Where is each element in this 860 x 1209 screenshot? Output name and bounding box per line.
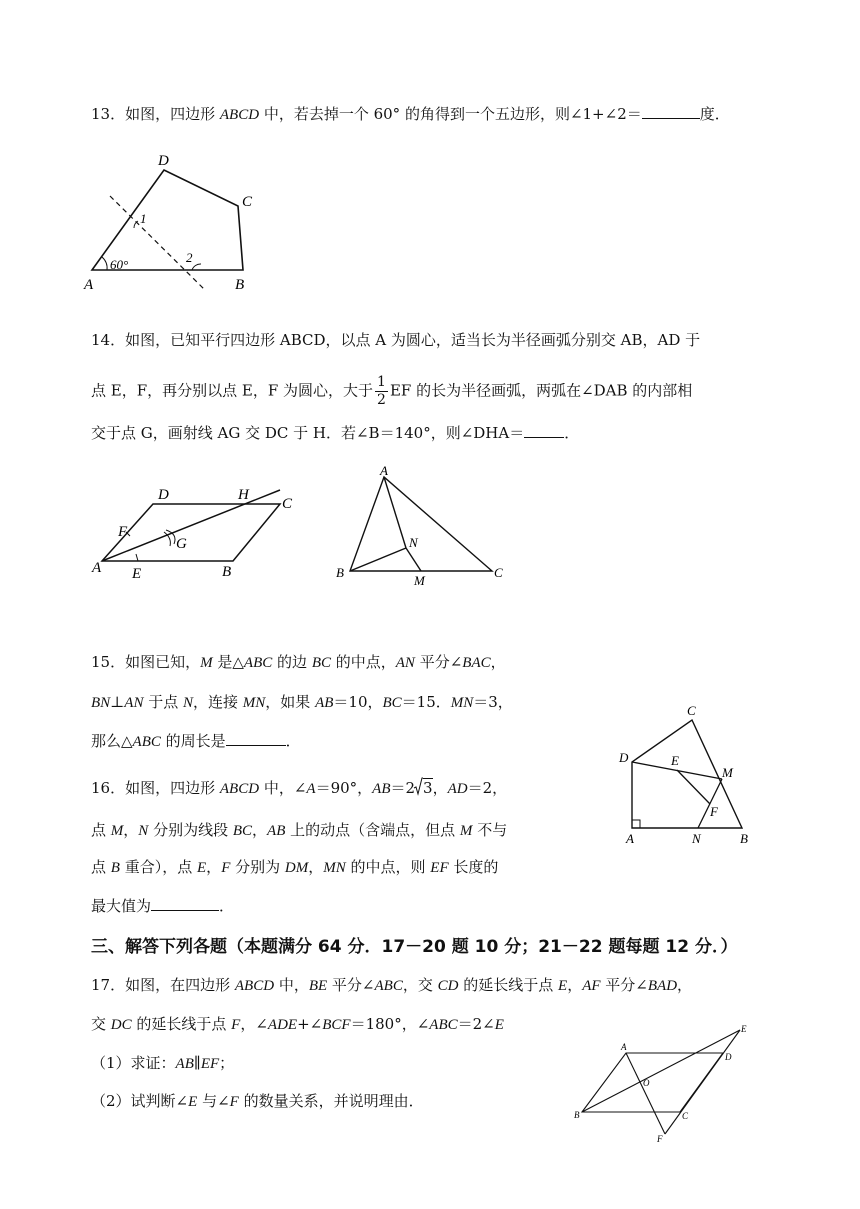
q14-line1: 14．如图，已知平行四边形 ABCD，以点 A 为圆心，适当长为半径画弧分别交 AB，AD 于 (91, 331, 701, 349)
answer-blank[interactable] (524, 423, 564, 438)
q14-line2: 点 E，F，再分别以点 E，F 为圆心，大于 $\frac{1}{2}$ EF 的长为半径画弧，两弧在∠DAB 的内部相 (91, 374, 693, 408)
q17-part1: （1）求证：AB∥EF； (91, 1054, 235, 1072)
q15-line1: 15．如图已知，M 是△ABC 的边 BC 的中点，AN 平分∠BAC， (91, 653, 506, 671)
q14-label-F: F (118, 524, 128, 540)
q13-label-C: C (242, 194, 253, 210)
q17-label-B: B (574, 1110, 580, 1120)
q14-label-E: E (132, 566, 142, 582)
q16-line2: 点 M，N 分别为线段 BC，AB 上的动点（含端点，但点 M 不与 (91, 821, 508, 839)
q17-label-F: F (657, 1134, 663, 1144)
q13-text: 13．如图，四边形 ABCD 中，若去掉一个 60° 的角得到一个五边形，则∠1+∠2＝ 度． (91, 105, 730, 123)
q15-segment-BN (350, 548, 406, 571)
answer-blank[interactable] (151, 896, 219, 911)
answer-blank[interactable] (642, 104, 700, 119)
q16-segment-EF (677, 770, 710, 804)
q14-label-C: C (282, 496, 293, 512)
fraction-one-half: $\frac{1}{2}$ (377, 374, 386, 408)
q17-label-O: O (643, 1078, 650, 1088)
q14-label-D: D (158, 487, 169, 503)
q17-label-C: C (682, 1111, 689, 1121)
q16-line4: 最大值为 ． (91, 897, 235, 915)
q15-label-C: C (494, 565, 503, 580)
question-number: 17． (91, 976, 126, 994)
q15-figure (330, 465, 520, 590)
section-heading: 三、解答下列各题（本题满分 64 分．17－20 题 10 分；21－22 题每题 12 分．） (91, 937, 738, 957)
q13-label-B: B (235, 277, 245, 293)
q14-label-G: G (176, 536, 187, 552)
q17-segment-AF (626, 1053, 665, 1134)
question-number: 13． (91, 105, 126, 123)
q14-label-B: B (222, 564, 232, 580)
q16-label-F: F (710, 804, 718, 819)
q13-label-2: 2 (186, 250, 193, 265)
q17-segment-BE (582, 1030, 740, 1112)
answer-blank[interactable] (226, 731, 286, 746)
q15-triangle (350, 477, 492, 571)
question-number: 16． (91, 779, 126, 797)
question-number: 14． (91, 331, 126, 349)
q16-label-E: E (671, 753, 679, 768)
q17-extension-EF (665, 1030, 740, 1134)
q17-line2: 交 DC 的延长线于点 F，∠ADE+∠BCF＝180°，∠ABC＝2∠E (91, 1015, 504, 1033)
q13-label-60: 60° (110, 257, 129, 272)
q16-right-angle-mark (632, 820, 640, 828)
q14-label-A: A (92, 560, 102, 576)
q17-label-A: A (621, 1042, 627, 1052)
q16-label-M: M (722, 765, 733, 780)
q17-line1: 17．如图，在四边形 ABCD 中，BE 平分∠ABC，交 CD 的延长线于点 E，AF 平分∠BAD， (91, 976, 693, 994)
q15-label-A: A (380, 463, 388, 478)
q17-part2: （2）试判断∠E 与∠F 的数量关系，并说明理由． (91, 1092, 424, 1110)
q16-label-C: C (687, 703, 696, 718)
q15-line2: BN⊥AN 于点 N，连接 MN，如果 AB＝10，BC＝15．MN＝3， (91, 693, 513, 711)
q17-label-E: E (741, 1024, 747, 1034)
question-number: 15． (91, 653, 126, 671)
q16-figure (612, 700, 762, 850)
q15-label-M: M (414, 573, 425, 588)
q15-segment-AN (384, 477, 406, 548)
q16-line1: 16．如图，四边形 ABCD 中，∠A＝90°，AB＝2 3，AD＝2， (91, 779, 508, 797)
q15-segment-NM (406, 548, 421, 571)
q16-label-N: N (692, 831, 701, 846)
q13-label-A: A (84, 277, 94, 293)
q16-label-D: D (619, 750, 629, 765)
q13-label-1: 1 (140, 211, 147, 226)
q14-label-H: H (238, 487, 249, 503)
q14-figure (90, 484, 310, 584)
q14-parallelogram (102, 504, 280, 561)
q15-line3: 那么△ABC 的周长是 ． (91, 732, 301, 750)
q14-ray-AG (102, 490, 280, 561)
q15-label-B: B (336, 565, 344, 580)
q14-line3: 交于点 G，画射线 AG 交 DC 于 H．若∠B＝140°，则∠DHA＝ ． (91, 424, 580, 442)
q17-label-D: D (725, 1052, 732, 1062)
q13-quadrilateral (92, 170, 243, 270)
q17-figure (570, 1020, 760, 1150)
q13-cut-line (110, 196, 205, 290)
q15-label-N: N (409, 535, 418, 550)
q16-label-A: A (626, 831, 634, 846)
q13-label-D: D (158, 153, 169, 169)
sqrt-symbol: 3 (415, 778, 433, 798)
q13-figure (80, 148, 280, 298)
q16-label-B: B (740, 831, 748, 846)
q16-line3: 点 B 重合），点 E，F 分别为 DM，MN 的中点，则 EF 长度的 (91, 858, 499, 876)
